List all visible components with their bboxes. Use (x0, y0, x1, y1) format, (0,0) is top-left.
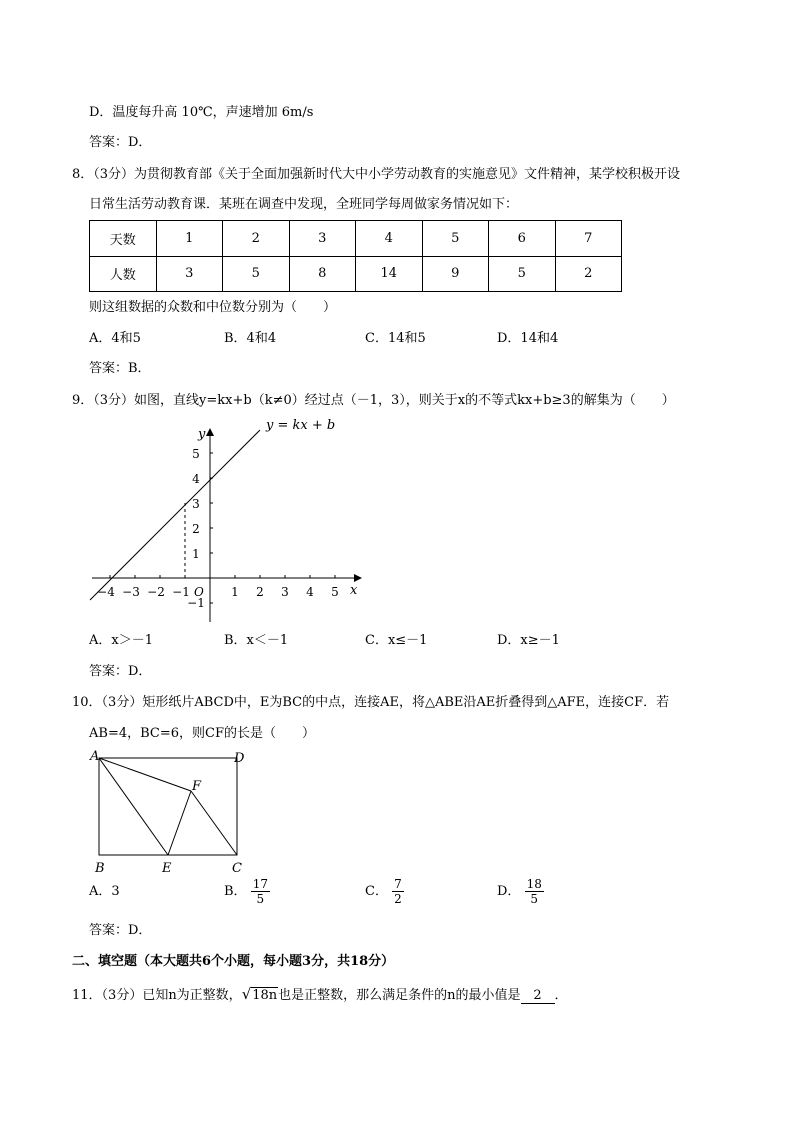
fraction-denominator: 5 (256, 892, 265, 906)
q10-option-b (224, 876, 270, 908)
option-prefix: C． (365, 884, 388, 899)
segment-af (99, 758, 191, 791)
fraction (251, 877, 270, 906)
table-cell: 5 (422, 221, 489, 257)
q10-stem-line2: AB=4，BC=6，则CF的长是（ ） (89, 726, 315, 741)
rectangle-abcd (99, 758, 237, 855)
table-cell: 5 (223, 256, 290, 292)
line-label: y = kx + b (266, 418, 336, 433)
q10-stem-line1: 10．（3分）矩形纸片ABCD中，E为BC的中点，连接AE，将△ABE沿AE折叠得到△AFE，连接CF．若 (72, 695, 670, 710)
x-axis-label: x (350, 583, 358, 598)
x-tick-label: −3 (122, 585, 140, 599)
q11-suffix: 也是正整数，那么满足条件的n的最小值是 (278, 988, 521, 1003)
fraction-numerator: 18 (526, 877, 542, 891)
q8-data-table (89, 220, 622, 292)
q9-option-c: C．x≤－1 (365, 633, 428, 648)
q8-stem-line1: 8．（3分）为贯彻教育部《关于全面加强新时代大中小学劳动教育的实施意见》文件精神，某学校积极开设 (72, 167, 681, 182)
point-label-b: B (95, 861, 105, 876)
q11-prefix: 11．（3分）已知n为正整数， (72, 988, 242, 1003)
segment-fe (168, 791, 191, 855)
q11-end: ． (554, 988, 568, 1003)
q9-answer: 答案：D． (89, 664, 152, 679)
point-label-a: A (90, 749, 100, 764)
table-header-people: 人数 (90, 256, 157, 292)
q10-figure (88, 748, 258, 876)
table-cell: 2 (223, 221, 290, 257)
segment-fc (191, 791, 237, 855)
q11-blank-answer: 2 (533, 988, 542, 1003)
x-tick-label: 4 (306, 585, 314, 599)
point-label-e: E (162, 861, 172, 876)
fraction-denominator: 5 (530, 892, 539, 906)
y-tick-label: 3 (192, 497, 200, 511)
q9-option-a: A．x＞－1 (89, 633, 153, 648)
table-cell: 3 (156, 256, 223, 292)
x-tick-label: −4 (97, 585, 115, 599)
point-label-d: D (234, 751, 245, 766)
table-cell: 1 (156, 221, 223, 257)
q8-option-d: D．14和4 (497, 331, 559, 346)
table-cell: 14 (356, 256, 423, 292)
q10-option-c (365, 876, 404, 908)
q10-option-a: A．3 (89, 884, 120, 899)
q11-stem (72, 985, 568, 1005)
y-axis-arrow (206, 428, 214, 436)
x-axis-arrow (354, 574, 362, 582)
point-label-c: C (232, 861, 242, 876)
q8-option-b: B．4和4 (224, 331, 277, 346)
x-tick-label: 5 (331, 585, 339, 599)
q11-blank (521, 989, 555, 1004)
option-prefix: D． (497, 884, 521, 899)
table-cell: 3 (289, 221, 356, 257)
table-cell: 2 (555, 256, 622, 292)
y-tick-label: −1 (187, 596, 205, 610)
table-cell: 7 (555, 221, 622, 257)
q8-answer: 答案：B． (89, 361, 151, 376)
table-cell: 4 (356, 221, 423, 257)
table-cell: 9 (422, 256, 489, 292)
fraction-numerator: 7 (394, 877, 402, 891)
table-row (90, 256, 622, 292)
graph-line (90, 430, 260, 600)
q8-option-c: C．14和5 (365, 331, 426, 346)
fraction-numerator: 17 (252, 877, 268, 891)
sqrt-symbol: √ (241, 985, 252, 1003)
section-heading: 二、填空题（本大题共6个小题，每小题3分，共18分） (72, 954, 395, 969)
q9-graph (88, 416, 368, 626)
table-cell: 5 (489, 256, 556, 292)
table-cell: 6 (489, 221, 556, 257)
q8-option-a: A．4和5 (89, 331, 141, 346)
fraction (392, 877, 404, 906)
y-tick-label: 2 (192, 522, 200, 536)
x-tick-label: 3 (281, 585, 289, 599)
y-tick-label: 1 (192, 547, 200, 561)
x-tick-label: −1 (172, 585, 190, 599)
fraction-denominator: 2 (394, 892, 402, 906)
point-label-f: F (192, 779, 202, 794)
table-header-days: 天数 (90, 221, 157, 257)
y-tick-label: 5 (192, 447, 200, 461)
origin-label: O (194, 585, 204, 599)
q9-option-d: D．x≥－1 (497, 633, 560, 648)
y-tick-label: 4 (192, 472, 200, 486)
x-tick-label: 1 (231, 585, 239, 599)
x-tick-label: 2 (256, 585, 264, 599)
segment-ae (99, 758, 168, 855)
q8-question: 则这组数据的众数和中位数分别为（ ） (89, 300, 337, 315)
option-prefix: B． (224, 884, 247, 899)
q8-stem-line2: 日常生活劳动教育课．某班在调查中发现，全班同学每周做家务情况如下： (89, 197, 519, 212)
q10-option-d (497, 876, 544, 908)
table-row (90, 221, 622, 257)
sqrt-radicand: 18n (252, 988, 278, 1003)
q9-option-b: B．x＜－1 (224, 633, 289, 648)
q7-option-d: D．温度每升高 10℃，声速增加 6m/s (89, 105, 314, 120)
table-cell: 8 (289, 256, 356, 292)
x-tick-label: −2 (147, 585, 165, 599)
q10-answer: 答案：D． (89, 923, 152, 938)
y-axis-label: y (198, 427, 206, 442)
fraction (525, 877, 544, 906)
q7-answer: 答案：D． (89, 135, 152, 150)
q9-stem: 9．（3分）如图，直线y=kx+b（k≠0）经过点（－1，3），则关于x的不等式kx+b≥3的解集为（ ） (72, 393, 675, 408)
